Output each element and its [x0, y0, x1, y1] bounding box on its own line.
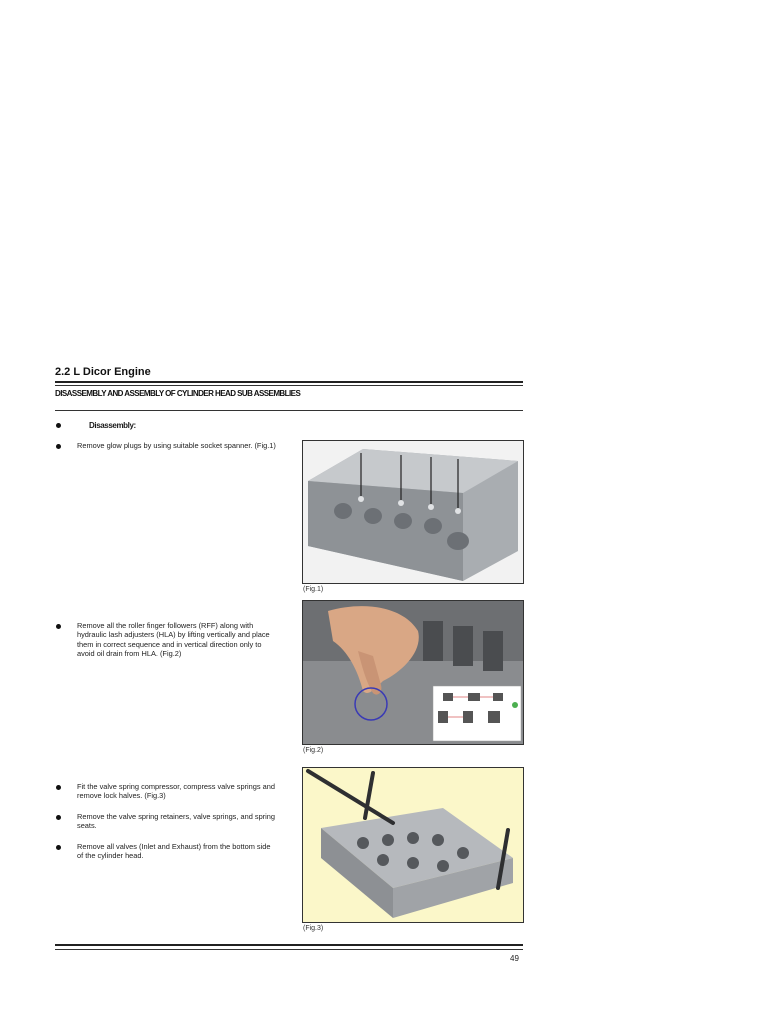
step-4-text: Remove the valve spring retainers, valve springs, and spring seats.: [77, 812, 276, 831]
step-1-text: Remove glow plugs by using suitable socket spanner. (Fig.1): [77, 441, 276, 450]
title-rule: [55, 381, 523, 383]
step-3-text: Fit the valve spring compressor, compress valve springs and remove lock halves. (Fig.3): [77, 782, 275, 801]
figure-3-image: [302, 767, 524, 923]
bullet: [56, 785, 61, 790]
page-number: 49: [510, 954, 519, 963]
bullet: [56, 624, 61, 629]
step-2-text: Remove all the roller finger followers (RFF) along with hydraulic lash adjusters (HLA) by lifting vertically and place them in correct sequence and in vertical direction only to avoid oil drain from HLA. (Fig.2): [77, 621, 270, 659]
disassembly-heading: Disassembly:: [89, 421, 136, 430]
figure-1-image: [302, 440, 524, 584]
bullet: [56, 423, 61, 428]
bullet: [56, 444, 61, 449]
bullet: [56, 815, 61, 820]
footer-rule: [55, 944, 523, 946]
figure-2-image: [302, 600, 524, 745]
page-title: 2.2 L Dicor Engine: [55, 366, 151, 378]
subtitle-rule: [55, 410, 523, 411]
footer-rule-thin: [55, 949, 523, 950]
figure-1-caption: (Fig.1): [303, 586, 324, 593]
figure-2-caption: (Fig.2): [303, 747, 324, 754]
title-rule-thin: [55, 385, 523, 386]
step-5-text: Remove all valves (Inlet and Exhaust) from the bottom side of the cylinder head.: [77, 842, 271, 861]
figure-3-caption: (Fig.3): [303, 925, 324, 932]
bullet: [56, 845, 61, 850]
section-subtitle: DISASSEMBLY AND ASSEMBLY OF CYLINDER HEAD SUB ASSEMBLIES: [55, 389, 301, 398]
